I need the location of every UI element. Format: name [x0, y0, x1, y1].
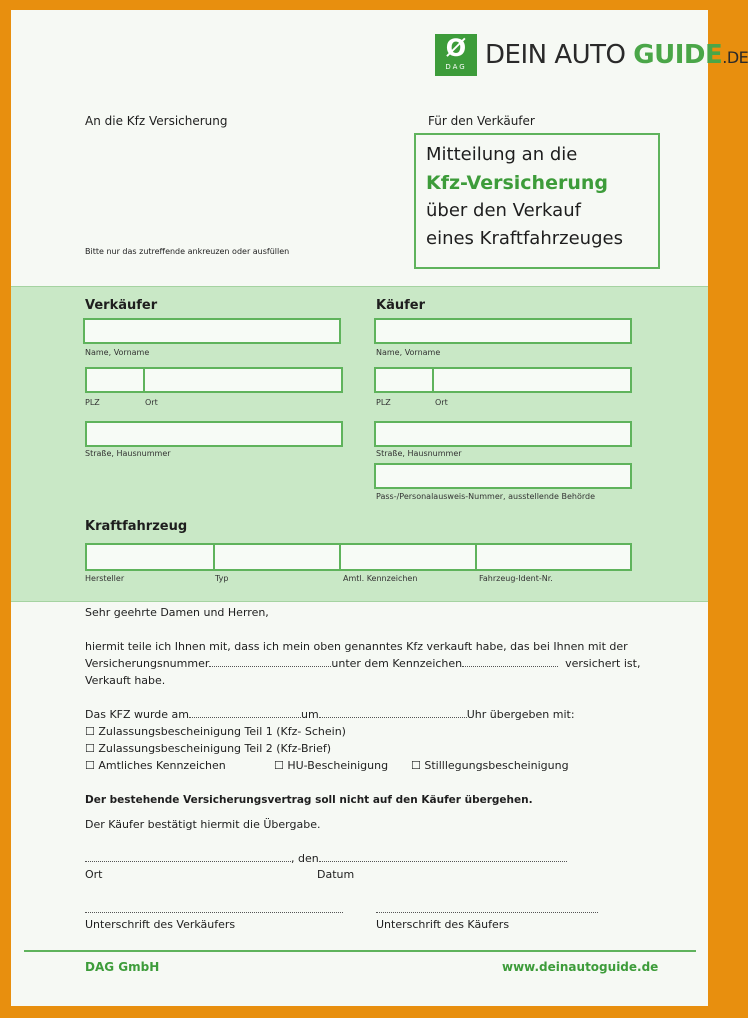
place-blank[interactable]: [85, 851, 291, 862]
den-label: , den: [291, 852, 319, 865]
salutation: Sehr geehrte Damen und Herren,: [85, 606, 269, 619]
buyer-street-field[interactable]: [374, 421, 632, 447]
logo-mark: [435, 34, 477, 76]
vehicle-maker-field[interactable]: [85, 543, 215, 571]
seller-copy-label: Für den Verkäufer: [428, 114, 535, 128]
insurance-number-label: Versicherungsnummer: [85, 657, 210, 670]
logo-mark-glyph: Ø: [445, 34, 467, 62]
title-box: [414, 133, 660, 269]
confirm-text: Der Käufer bestätigt hiermit die Übergabe.: [85, 818, 321, 831]
place-label: Ort: [85, 868, 103, 881]
seller-ort-label: Ort: [145, 398, 158, 407]
logo-name-b: GUIDE: [633, 40, 723, 70]
paragraph-line-2: [85, 655, 640, 672]
insured-label: versichert ist,: [565, 657, 641, 670]
seller-signature-label: Unterschrift des Verkäufers: [85, 918, 236, 931]
buyer-signature-line[interactable]: [376, 911, 598, 913]
seller-plz-field[interactable]: [85, 367, 145, 393]
checkbox-license-plate[interactable]: ☐ Amtliches Kennzeichen: [85, 759, 226, 772]
logo-name-c: .DE: [722, 48, 748, 67]
seller-plz-label: PLZ: [85, 398, 100, 407]
seller-name-label: Name, Vorname: [85, 348, 150, 357]
vehicle-vin-field[interactable]: [475, 543, 632, 571]
buyer-id-field[interactable]: [374, 463, 632, 489]
notice-text: Der bestehende Versicherungsvertrag soll nicht auf den Käufer übergehen.: [85, 794, 533, 806]
buyer-ort-field[interactable]: [432, 367, 632, 393]
logo-mark-sub: DAG: [445, 63, 467, 71]
instruction-text: Bitte nur das zutreffende ankreuzen oder ausfüllen: [85, 247, 290, 256]
title-line-4: eines Kraftfahrzeuges: [426, 228, 623, 249]
seller-street-field[interactable]: [85, 421, 343, 447]
footer-company: DAG GmbH: [85, 960, 160, 974]
buyer-heading: Käufer: [376, 298, 425, 313]
seller-signature-line[interactable]: [85, 911, 343, 913]
vehicle-type-label: Typ: [215, 574, 229, 583]
handover-tail: Uhr übergeben mit:: [466, 708, 575, 721]
handover-time-blank[interactable]: [319, 707, 467, 718]
buyer-name-field[interactable]: [374, 318, 632, 344]
vehicle-vin-label: Fahrzeug-Ident-Nr.: [479, 574, 553, 583]
checkbox-registration-part1[interactable]: ☐ Zulassungsbescheinigung Teil 1 (Kfz- Schein): [85, 725, 346, 738]
logo-wordmark: [485, 40, 748, 70]
handover-time-label: um: [301, 708, 319, 721]
insurance-number-blank[interactable]: [209, 656, 331, 667]
title-line-2: Kfz-Versicherung: [426, 172, 608, 194]
buyer-signature-label: Unterschrift des Käufers: [376, 918, 510, 931]
buyer-ort-label: Ort: [435, 398, 448, 407]
checkbox-decommission-certificate[interactable]: ☐ Stilllegungsbescheinigung: [411, 759, 569, 772]
handover-date-label: Das KFZ wurde am: [85, 708, 190, 721]
logo-name-a: DEIN AUTO: [485, 40, 634, 70]
footer-url[interactable]: www.deinautoguide.de: [502, 960, 659, 974]
seller-heading: Verkäufer: [85, 298, 158, 313]
buyer-plz-label: PLZ: [376, 398, 391, 407]
checkbox-registration-part2[interactable]: ☐ Zulassungsbescheinigung Teil 2 (Kfz-Brief): [85, 742, 332, 755]
title-line-1: Mitteilung an die: [426, 144, 578, 165]
form-sheet: [11, 10, 748, 1006]
date-blank[interactable]: [319, 851, 567, 862]
plate-blank[interactable]: [462, 656, 558, 667]
buyer-name-label: Name, Vorname: [376, 348, 441, 357]
buyer-street-label: Straße, Hausnummer: [376, 449, 462, 458]
form-band: [11, 286, 708, 602]
buyer-id-label: Pass-/Personalausweis-Nummer, ausstellende Behörde: [376, 492, 595, 501]
handover-line: [85, 706, 575, 723]
title-line-3: über den Verkauf: [426, 200, 581, 221]
seller-street-label: Straße, Hausnummer: [85, 449, 171, 458]
vehicle-plate-field[interactable]: [339, 543, 477, 571]
date-label: Datum: [317, 868, 355, 881]
vehicle-plate-label: Amtl. Kennzeichen: [343, 574, 418, 583]
vehicle-heading: Kraftfahrzeug: [85, 519, 188, 534]
recipient-label: An die Kfz Versicherung: [85, 114, 228, 128]
vehicle-maker-label: Hersteller: [85, 574, 125, 583]
handover-date-blank[interactable]: [189, 707, 301, 718]
seller-ort-field[interactable]: [143, 367, 343, 393]
footer-divider: [24, 950, 696, 952]
buyer-plz-field[interactable]: [374, 367, 434, 393]
paragraph-line-1: hiermit teile ich Ihnen mit, dass ich mein oben genanntes Kfz verkauft habe, das bei Ihnen mit der: [85, 640, 628, 653]
plate-label: unter dem Kennzeichen: [331, 657, 463, 670]
vehicle-type-field[interactable]: [213, 543, 341, 571]
checkbox-hu-certificate[interactable]: ☐ HU-Bescheinigung: [274, 759, 389, 772]
place-date-line: [85, 850, 567, 867]
seller-name-field[interactable]: [83, 318, 341, 344]
paragraph-line-3: Verkauft habe.: [85, 674, 166, 687]
